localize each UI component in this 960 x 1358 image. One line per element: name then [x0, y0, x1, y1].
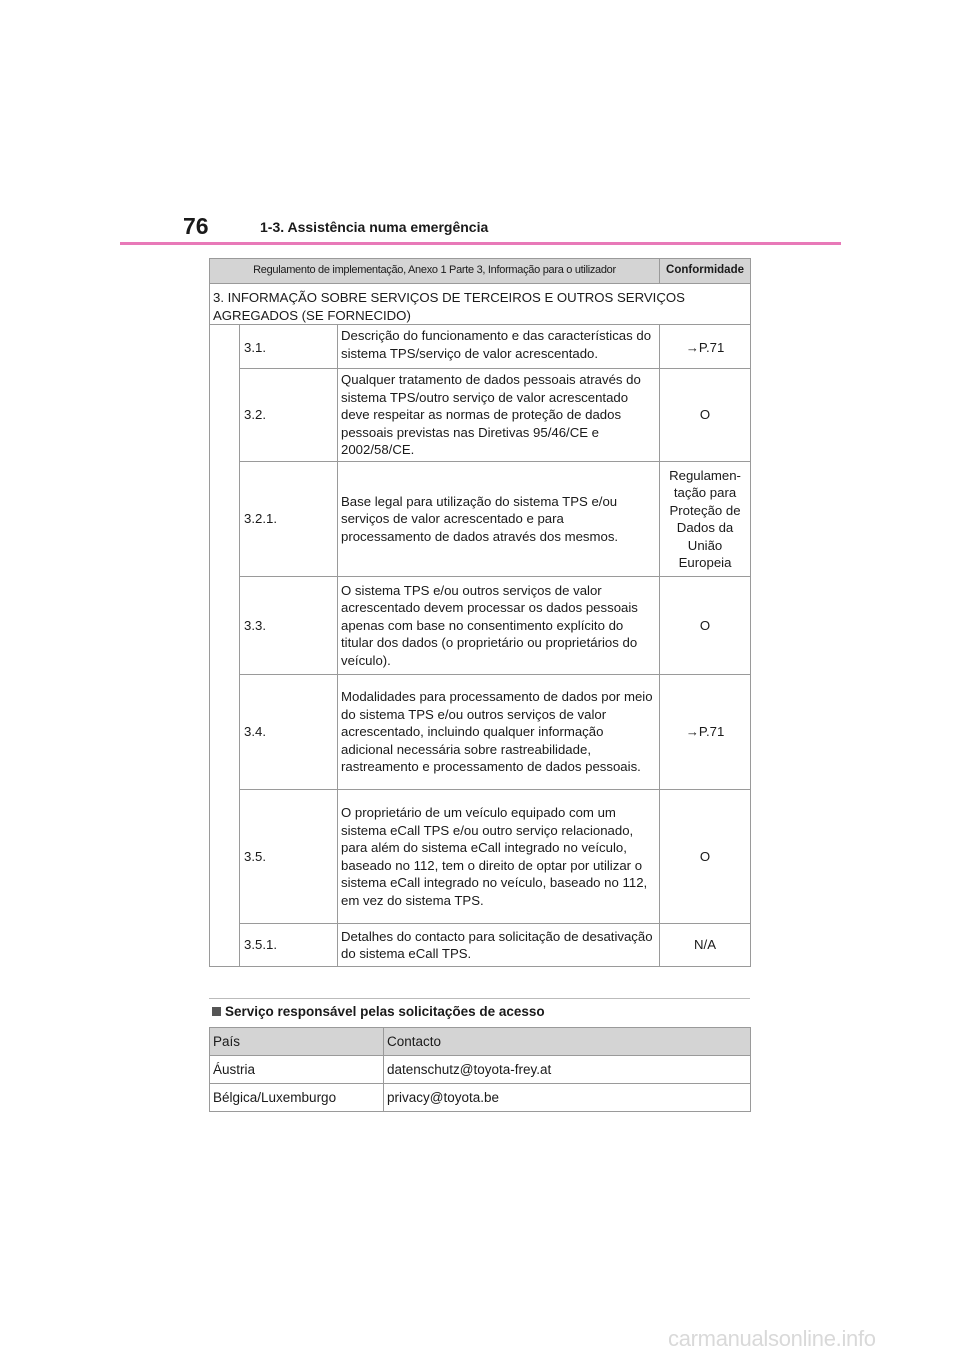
- row-number: 3.4.: [240, 675, 338, 790]
- row-description: O sistema TPS e/ou outros serviços de valor acrescentado devem processar os dados pessoais apenas com base no consentimento explícito do titular dos dados (o proprietário ou proprietários do veículo).: [338, 577, 660, 675]
- table-row: [210, 1084, 751, 1112]
- row-description: O proprietário de um veículo equipado com um sistema eCall TPS e/ou outro serviço relacionado, para além do sistema eCall integrado no veículo, baseado no 112, tem o direito de optar por utilizar o sistema eCall integrado no veículo, baseado no 112, em vez do sistema TPS.: [338, 790, 660, 924]
- row-conformity: N/A: [660, 924, 751, 967]
- square-bullet-icon: [212, 1007, 221, 1016]
- section-heading-row: 3. INFORMAÇÃO SOBRE SERVIÇOS DE TERCEIROS E OUTROS SERVIÇOS AGREGADOS (SE FORNECIDO): [210, 284, 751, 325]
- row-number: 3.2.1.: [240, 462, 338, 577]
- row-description: Base legal para utilização do sistema TPS e/ou serviços de valor acrescentado e para processamento de dados através dos mesmos.: [338, 462, 660, 577]
- country-cell: Áustria: [210, 1056, 384, 1084]
- header-rule: [120, 242, 841, 245]
- row-description: Descrição do funcionamento e das características do sistema TPS/serviço de valor acrescentado.: [338, 325, 660, 369]
- section-divider: [209, 998, 750, 999]
- contact-table: [209, 1027, 751, 1112]
- row-number: 3.3.: [240, 577, 338, 675]
- column-header-regulation: Regulamento de implementação, Anexo 1 Parte 3, Informação para o utilizador: [210, 259, 660, 284]
- row-conformity: Regulamen-tação para Proteção de Dados da União Europeia: [660, 462, 751, 577]
- access-section-heading: [212, 1004, 545, 1019]
- row-number: 3.5.: [240, 790, 338, 924]
- row-description: Qualquer tratamento de dados pessoais através do sistema TPS/outro serviço de valor acrescentado deve respeitar as normas de proteção de dados pessoais previstas nas Diretivas 95/46/CE e 2002/58/CE.: [338, 369, 660, 462]
- country-cell: Bélgica/Luxemburgo: [210, 1084, 384, 1112]
- row-number: 3.5.1.: [240, 924, 338, 967]
- row-description: Detalhes do contacto para solicitação de desativação do sistema eCall TPS.: [338, 924, 660, 967]
- column-header-country: País: [210, 1028, 384, 1056]
- indent-cell: [210, 325, 240, 967]
- row-number: 3.2.: [240, 369, 338, 462]
- access-section-heading-text: Serviço responsável pelas solicitações de acesso: [225, 1004, 545, 1019]
- row-number: 3.1.: [240, 325, 338, 369]
- column-header-conformity: Conformidade: [660, 259, 751, 284]
- row-conformity: O: [660, 577, 751, 675]
- row-description: Modalidades para processamento de dados por meio do sistema TPS e/ou outros serviços de valor acrescentado, incluindo qualquer informação adicional necessária sobre rastreabilidade, rastreamento e processamento de dados pessoais.: [338, 675, 660, 790]
- contact-cell: datenschutz@toyota-frey.at: [384, 1056, 751, 1084]
- table-row: [210, 1056, 751, 1084]
- row-conformity: →P.71: [660, 675, 751, 790]
- section-title: 1-3. Assistência numa emergência: [260, 219, 489, 235]
- page-number: 76: [183, 213, 209, 239]
- watermark: carmanualsonline.info: [668, 1326, 876, 1351]
- regulation-table: [209, 258, 751, 967]
- row-conformity: O: [660, 369, 751, 462]
- column-header-contact: Contacto: [384, 1028, 751, 1056]
- row-conformity: O: [660, 790, 751, 924]
- row-conformity: →P.71: [660, 325, 751, 369]
- contact-cell: privacy@toyota.be: [384, 1084, 751, 1112]
